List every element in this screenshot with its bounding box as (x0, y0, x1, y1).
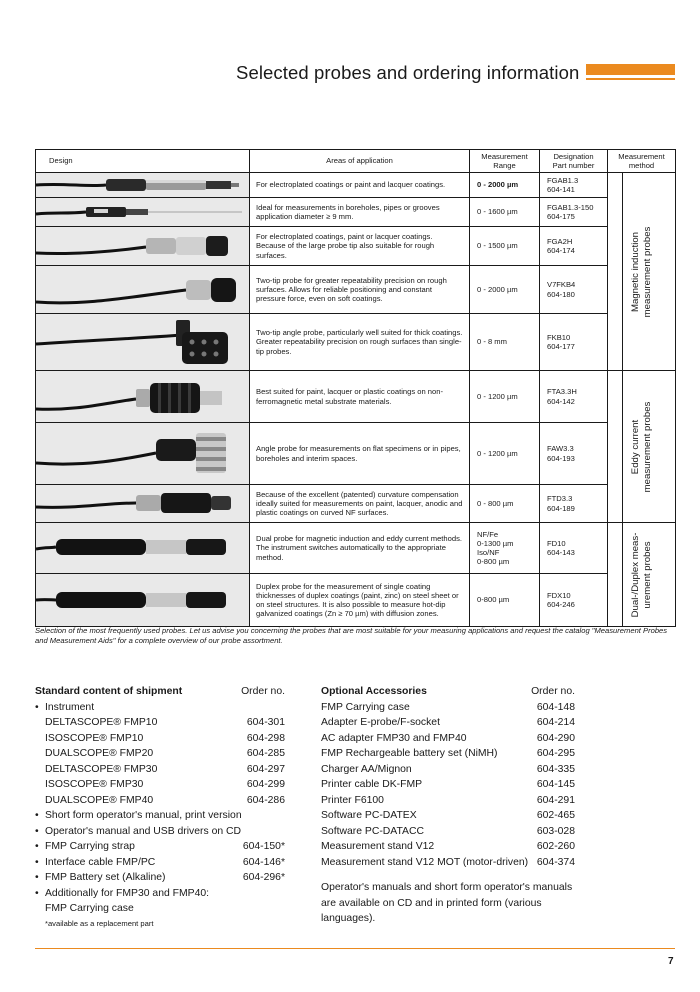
table-row (36, 198, 676, 227)
list-item (321, 700, 575, 716)
application-text: Two-tip probe for greater repeatability precision on rough surfaces. Allows for reliable positioning and constant pressure force, even on soft coatings. (250, 266, 470, 314)
item-label: Software PC-DATACC (321, 825, 424, 837)
bullet-icon: • (35, 701, 39, 713)
list-item (321, 762, 575, 778)
application-text: Two-tip angle probe, particularly well suited for thick coatings. Greater repeatability precision on rough surfaces than single-tip probes. (250, 314, 470, 371)
selection-note: Selection of the most frequently used probes. Let us advise you concerning the probes that are most suitable for your measuring applications and request the catalog "Measurement Probes and Measurement Aids" for a complete overview of our probe assortment. (35, 626, 668, 645)
range-value: 0 - 1200 µm (470, 371, 540, 423)
range-value: NF/Fe 0-1300 µm Iso/NF 0-800 µm (470, 523, 540, 574)
item-label: Interface cable FMP/PC (45, 856, 156, 868)
list-item (35, 870, 285, 886)
part-designation: FTA3.3H 604-142 (540, 371, 608, 423)
table-row (36, 485, 676, 523)
bullet-icon: • (35, 872, 39, 883)
part-designation: FTD3.3 604-189 (540, 485, 608, 523)
item-label: Instrument (45, 701, 95, 713)
list-item (35, 886, 285, 902)
probe-table (35, 149, 676, 627)
item-label: Adapter E-probe/F-socket (321, 717, 440, 728)
item-label: DUALSCOPE® FMP40 (45, 794, 154, 806)
item-label: FMP Carrying case (321, 701, 410, 713)
item-label: ISOSCOPE® FMP30 (45, 779, 144, 790)
probe-image (36, 523, 250, 574)
list-item (35, 824, 285, 840)
item-label: DELTASCOPE® FMP10 (45, 717, 158, 728)
application-text: Duplex probe for the measurement of single coating thicknesses of duplex coatings (paint, zinc) on steel sheet or on steel structures. It is also possible to measure hot-dip galvanized coatings (Zn ≥ 70 µm) with diffusion zones. (250, 574, 470, 627)
order-number: 604-285 (246, 748, 285, 759)
item-label: DUALSCOPE® FMP20 (45, 748, 154, 759)
list-item (35, 762, 285, 778)
list-item (321, 839, 575, 855)
part-designation: FGA2H 604-174 (540, 227, 608, 266)
standard-order-label: Order no. (241, 686, 285, 697)
standard-shipment-list (35, 684, 285, 931)
range-value: 0 - 2000 µm (470, 266, 540, 314)
probe-image (36, 266, 250, 314)
table-row (36, 523, 676, 574)
probe-image (36, 423, 250, 485)
bullet-icon: • (35, 841, 39, 852)
method-eddy-current: Eddy current measurement probes (608, 371, 676, 523)
page-title: Selected probes and ordering information (236, 62, 580, 83)
order-number: 604-146* (242, 856, 285, 868)
list-item (321, 777, 575, 793)
item-label: Operator's manual and USB drivers on CD (45, 825, 242, 837)
bullet-icon: • (35, 887, 39, 899)
probe-image (36, 314, 250, 371)
probe-image (36, 485, 250, 523)
item-label: FMP Battery set (Alkaline) (45, 872, 166, 883)
order-number: 604-301 (246, 717, 285, 728)
order-number: 604-297 (246, 763, 285, 775)
item-label: FMP Rechargeable battery set (NiMH) (321, 748, 498, 759)
order-number: 603-028 (536, 825, 575, 837)
probe-image (36, 371, 250, 423)
method-magnetic-induction: Magnetic induction measurement probes (608, 173, 676, 371)
part-designation: FGAB1.3 604-141 (540, 173, 608, 198)
range-value: 0 - 800 µm (470, 485, 540, 523)
item-label: Printer cable DK-FMP (321, 779, 423, 790)
col-method: Measurement method (608, 150, 676, 173)
application-text: Ideal for measurements in boreholes, pipes or grooves application diameter ≥ 9 mm. (250, 198, 470, 227)
order-number: 604-374 (536, 856, 575, 868)
table-row (36, 173, 676, 198)
item-label: ISOSCOPE® FMP10 (45, 732, 144, 744)
item-label: DELTASCOPE® FMP30 (45, 763, 158, 775)
table-row (36, 227, 676, 266)
list-item (321, 746, 575, 762)
item-label: Measurement stand V12 (321, 841, 435, 852)
order-number: 604-290 (536, 732, 575, 744)
optional-accessories-list (321, 684, 575, 927)
item-label: FMP Carrying case (45, 903, 134, 914)
list-item (35, 808, 285, 824)
item-label: Short form operator's manual, print version (45, 810, 242, 821)
range-value: 0-800 µm (470, 574, 540, 627)
list-item (35, 746, 285, 762)
list-item (35, 855, 285, 871)
optional-heading: Optional Accessories (321, 686, 427, 697)
list-item (35, 700, 285, 716)
range-value: 0 - 2000 µm (470, 173, 540, 198)
table-row (36, 266, 676, 314)
application-text: Because of the excellent (patented) curvature compensation ideally suited for measurements on paint, lacquer, anodic and plastic coatings on curved NF surfaces. (250, 485, 470, 523)
list-item (321, 855, 575, 871)
part-designation: V7FKB4 604-180 (540, 266, 608, 314)
range-value: 0 - 8 mm (470, 314, 540, 371)
list-item (321, 793, 575, 809)
range-value: 0 - 1500 µm (470, 227, 540, 266)
list-item (321, 731, 575, 747)
standard-heading: Standard content of shipment (35, 686, 183, 697)
order-number: 604-295 (536, 748, 575, 759)
list-item (321, 808, 575, 824)
bullet-icon: • (35, 810, 39, 821)
footer-rule (35, 948, 675, 949)
application-text: Angle probe for measurements on flat specimens or in pipes, boreholes and interim spaces. (250, 423, 470, 485)
item-label: AC adapter FMP30 and FMP40 (321, 732, 467, 744)
col-range: Measurement Range (470, 150, 540, 173)
probe-image (36, 227, 250, 266)
order-number: 604-299 (246, 779, 285, 790)
probe-image (36, 198, 250, 227)
item-label: Printer F6100 (321, 794, 384, 806)
list-item (35, 715, 285, 731)
col-designation: Designation Part number (540, 150, 608, 173)
list-item (35, 731, 285, 747)
order-number: 604-286 (246, 794, 285, 806)
list-item (321, 715, 575, 731)
item-label: Additionally for FMP30 and FMP40: (45, 887, 210, 899)
title-accent-bar (586, 64, 675, 75)
probe-image (36, 574, 250, 627)
range-value: 0 - 1600 µm (470, 198, 540, 227)
table-row (36, 574, 676, 627)
order-number: 602-465 (536, 810, 575, 821)
list-item (321, 824, 575, 840)
part-designation: FKB10 604-177 (540, 314, 608, 371)
order-number: 604-296* (242, 872, 285, 883)
list-item (35, 793, 285, 809)
application-text: Dual probe for magnetic induction and eddy current methods. The instrument switches automatically to the appropriate method. (250, 523, 470, 574)
list-item (35, 901, 285, 917)
item-label: Charger AA/Mignon (321, 763, 412, 775)
application-text: For electroplated coatings, paint or lacquer coatings. Because of the large probe tip also suitable for rough surfaces. (250, 227, 470, 266)
application-text: Best suited for paint, lacquer or plastic coatings on non-ferromagnetic metal substrate materials. (250, 371, 470, 423)
list-item (35, 839, 285, 855)
order-number: 604-291 (536, 794, 575, 806)
list-item (35, 777, 285, 793)
part-designation: FD10 604-143 (540, 523, 608, 574)
col-design: Design (36, 150, 250, 173)
item-label: FMP Carrying strap (45, 841, 135, 852)
item-label: Measurement stand V12 MOT (motor-driven) (321, 856, 529, 868)
item-label: Software PC-DATEX (321, 810, 417, 821)
part-designation: FAW3.3 604-193 (540, 423, 608, 485)
part-designation: FDX10 604-246 (540, 574, 608, 627)
order-number: 604-150* (242, 841, 285, 852)
part-designation: FGAB1.3-150 604-175 (540, 198, 608, 227)
method-dual-duplex: Dual-/Duplex meas- urement probes (608, 523, 676, 627)
replacement-footnote: *available as a replacement part (45, 918, 154, 928)
page-number: 7 (668, 956, 674, 967)
col-areas: Areas of application (250, 150, 470, 173)
manuals-paragraph: Operator's manuals and short form operator's manuals are available on CD and in printed form (various languages). (321, 882, 573, 924)
table-header-row (36, 150, 676, 173)
bullet-icon: • (35, 856, 39, 868)
order-number: 604-148 (536, 701, 575, 713)
bullet-icon: • (35, 825, 39, 837)
order-number: 604-335 (536, 763, 575, 775)
optional-order-label: Order no. (531, 686, 575, 697)
table-row (36, 314, 676, 371)
table-row (36, 371, 676, 423)
title-accent-line (586, 78, 675, 80)
order-number: 604-145 (536, 779, 575, 790)
range-value: 0 - 1200 µm (470, 423, 540, 485)
order-number: 602-260 (536, 841, 575, 852)
order-number: 604-298 (246, 732, 285, 744)
application-text: For electroplated coatings or paint and lacquer coatings. (250, 173, 470, 198)
probe-image (36, 173, 250, 198)
order-number: 604-214 (536, 717, 575, 728)
table-row (36, 423, 676, 485)
